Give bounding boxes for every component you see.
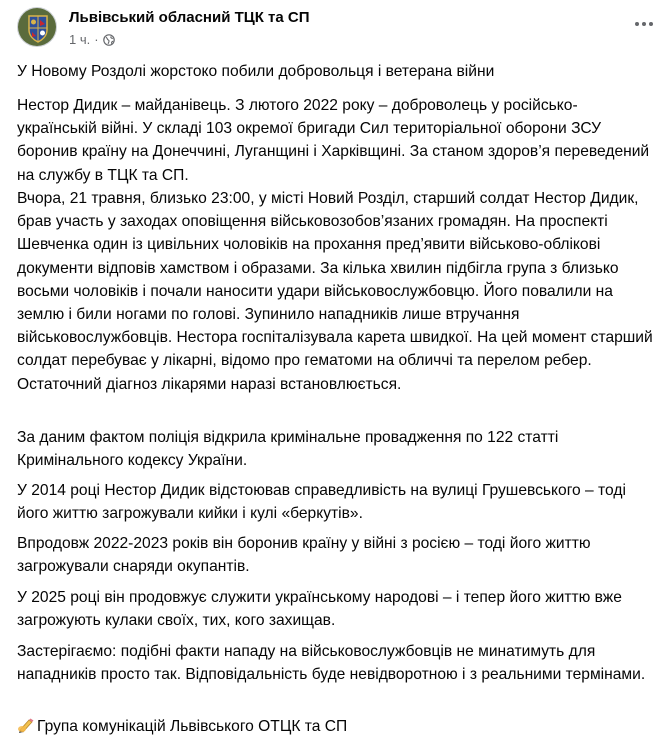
post-header [17,6,658,58]
writing-hand-icon [17,717,35,733]
paragraph-2022-2023: Впродовж 2022-2023 років він боронив країну у війні з росією – тоді його життю загрожували снаряди окупантів. [17,535,591,576]
paragraph-police-case: За даним фактом поліція відкрила кримінальне провадження по 122 статті Кримінального кодексу України. [17,429,559,470]
coat-of-arms-avatar[interactable] [17,7,57,47]
page-name[interactable]: Львівський обласний ТЦК та СП [69,9,310,26]
post-time[interactable]: 1 ч. [69,32,91,47]
separator-dot: · [94,32,99,47]
more-options-icon[interactable] [628,10,660,38]
signature-line [17,715,347,738]
paragraph-2014: У 2014 році Нестор Дидик відстоював справедливість на вулиці Грушевського – тоді його життю загрожували кийки і кулі «беркутів». [17,482,626,523]
paragraph-headline: У Новому Роздолі жорстоко побили добровольця і ветерана війни [17,63,495,80]
post-meta [69,6,310,48]
paragraph-warning: Застерігаємо: подібні факти нападу на військовослужбовців не минатимуть для нападників просто так. Відповідальність буде невідворотною і з реальними термінами. [17,643,646,684]
paragraph-biography: Нестор Дидик – майданівець. З лютого 2022 року – доброволець у російсько-українській війні. У складі 103 окремої бригади Сил територіальної оборони ЗСУ боронив країну на Донеччині, Луганщині і Харківщині. За станом здоров’я переведений на службу в ТЦК та СП. [17,97,650,184]
post-subline [69,32,310,48]
paragraph-incident: Вчора, 21 травня, близько 23:00, у місті Новий Розділ, старший солдат Нестор Дидик, брав участь у заходах оповіщення військовозобов’язаних громадян. На проспекті Шевченка один із цивільних чоловіків на прохання пред’явити військово-облікові документи відповів хамством і образами. За кілька хвилин підбігла група з близько восьми чоловіків і почали наносити удари військовослужбовцю. Його повалили на землю і били ногами по голові. Зупинило нападників лише втручання військовослужбовців. Нестора госпіталізувала карета швидкої. На цей момент старший солдат перебуває у лікарні, відомо про гематоми на обличчі та перелом ребер. Остаточний діагноз лікарями наразі встановлюється. [17,190,653,393]
signature-text: Група комунікацій Львівського ОТЦК та СП [37,718,348,735]
paragraph-2025: У 2025 році він продовжує служити українському народові – і тепер його життю вже загрожують кулаки своїх, тих, кого захищав. [17,589,622,630]
globe-icon[interactable] [103,34,115,46]
